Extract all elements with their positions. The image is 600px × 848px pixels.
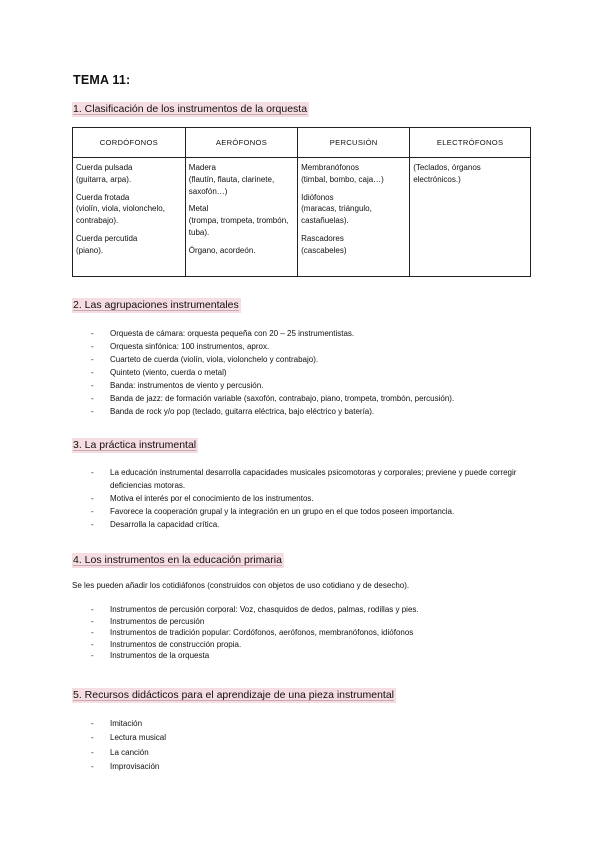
primaria-list [91, 604, 521, 662]
cell-cordofonos [73, 158, 186, 277]
cell-entry-title: Órgano, acordeón. [188, 245, 256, 255]
header-cordofonos: CORDÓFONOS [73, 128, 186, 158]
cell-entry-title: Metal [188, 204, 209, 214]
table-row [73, 158, 531, 277]
cell-entry-detail: (trompa, trompeta, trombón, tuba). [188, 216, 289, 237]
list-item: - Instrumentos de percusión corporal: Voz, chasquidos de dedos, palmas, rodillas y pies. [91, 604, 521, 616]
list-item: - Lectura musical [91, 731, 521, 745]
list-item: - Orquesta sinfónica: 100 instrumentos, aprox. [91, 340, 521, 353]
cell-entry-title: Idiófonos [301, 192, 334, 202]
practica-list [91, 466, 521, 531]
section-heading-4: 4. Los instrumentos en la educación primaria [73, 554, 282, 566]
list-item: - Improvisación [91, 760, 521, 774]
header-percusion: PERCUSIÓN [298, 128, 410, 158]
cell-electrofonos [410, 158, 531, 277]
section-heading-5: 5. Recursos didácticos para el aprendizaje de una pieza instrumental [73, 689, 395, 701]
section-intro-text: Se les pueden añadir los cotidiáfonos (construidos con objetos de uso cotidiano y de desecho). [72, 581, 410, 590]
list-item: - Cuarteto de cuerda (violín, viola, violonchelo y contrabajo). [91, 353, 521, 366]
cell-entry-detail: (violín, viola, violonchelo, contrabajo). [76, 204, 165, 226]
list-item: - Instrumentos de tradición popular: Cordófonos, aerófonos, membranófonos, idiófonos [91, 627, 521, 639]
agrupaciones-list [91, 327, 521, 418]
instrument-classification-table [72, 127, 531, 277]
list-item: - Quinteto (viento, cuerda o metal) [91, 366, 521, 379]
list-item: - Instrumentos de la orquesta [91, 650, 521, 662]
cell-entry-detail: (guitarra, arpa). [76, 174, 132, 184]
page-title: TEMA 11: [73, 73, 131, 87]
list-item: - Banda de rock y/o pop (teclado, guitarra eléctrica, bajo eléctrico y batería). [91, 405, 521, 418]
list-item: - Favorece la cooperación grupal y la integración en un grupo en el que todos poseen importancia. [91, 505, 521, 518]
header-electrofonos: ELECTRÓFONOS [410, 128, 531, 158]
list-item: - Banda: instrumentos de viento y percusión. [91, 379, 521, 392]
cell-entry-detail: (cascabeles) [301, 245, 347, 255]
cell-entry-detail: (timbal, bombo, caja…) [301, 174, 384, 184]
list-item: - Orquesta de cámara: orquesta pequeña con 20 – 25 instrumentistas. [91, 327, 521, 340]
section-heading-2: 2. Las agrupaciones instrumentales [73, 299, 239, 311]
list-item: - Instrumentos de percusión [91, 616, 521, 628]
cell-entry-title: Membranófonos [301, 163, 359, 172]
cell-entry-title: Rascadores [301, 233, 344, 243]
cell-percusion [298, 158, 410, 277]
list-item: - Imitación [91, 717, 521, 731]
list-item: - Instrumentos de construcción propia. [91, 639, 521, 651]
cell-aerofonos [185, 158, 297, 277]
cell-entry-title: Cuerda pulsada [76, 163, 133, 172]
header-aerofonos: AERÓFONOS [185, 128, 297, 158]
section-heading-3: 3. La práctica instrumental [73, 439, 197, 451]
cell-entry-detail: (Teclados, órganos electrónicos.) [413, 163, 481, 184]
list-item: - La canción [91, 746, 521, 760]
list-item: - La educación instrumental desarrolla capacidades musicales psicomotoras y corporales; previene y puede corregir deficiencias motoras. [91, 466, 521, 492]
list-item: - Banda de jazz: de formación variable (saxofón, contrabajo, piano, trompeta, trombón, percusión). [91, 392, 521, 405]
cell-entry-title: Cuerda frotada [76, 192, 130, 202]
cell-entry-title: Madera [188, 163, 216, 172]
cell-entry-detail: (maracas, triángulo, castañuelas). [301, 204, 372, 226]
cell-entry-title: Cuerda percutida [76, 233, 138, 243]
recursos-list [91, 717, 521, 775]
table-header-row [73, 128, 531, 158]
section-heading-1: 1. Clasificación de los instrumentos de la orquesta [73, 103, 308, 115]
list-item: - Desarrolla la capacidad crítica. [91, 518, 521, 531]
list-item: - Motiva el interés por el conocimiento de los instrumentos. [91, 492, 521, 505]
cell-entry-detail: (flautín, flauta, clarinete, saxofón…) [188, 174, 275, 196]
cell-entry-detail: (piano). [76, 245, 104, 255]
